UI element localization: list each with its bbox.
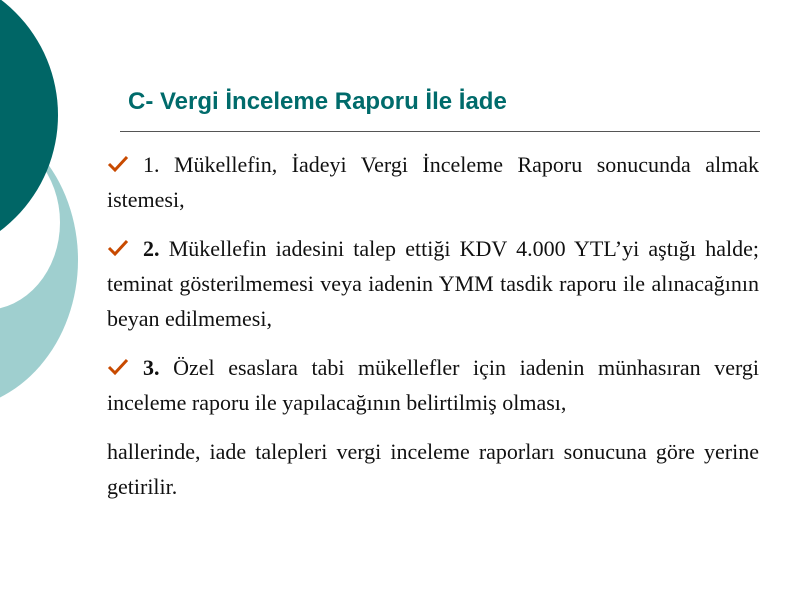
checkmark-icon	[107, 239, 135, 257]
list-item-text: Mükellefin iadesini talep ettiği KDV 4.000 YTL’yi aştığı halde; teminat gösterilmemesi veya iadenin YMM tasdik raporu ile alınacağının beyan edilmemesi,	[107, 236, 759, 331]
list-item-text: Mükellefin, İadeyi Vergi İnceleme Raporu sonucunda almak istemesi,	[107, 152, 759, 212]
title-divider	[120, 131, 760, 132]
checkmark-icon	[107, 155, 135, 173]
slide-title: C- Vergi İnceleme Raporu İle İade	[128, 88, 507, 115]
list-item-text: Özel esaslara tabi mükellefler için iadenin münhasıran vergi inceleme raporu ile yapılacağının belirtilmiş olması,	[107, 355, 760, 415]
list-item-number: 3.	[143, 355, 160, 380]
list-item-number: 1.	[143, 152, 160, 177]
list-item-2	[107, 231, 759, 336]
closing-text: hallerinde, iade talepleri vergi inceleme raporları sonucuna göre yerine getirilir.	[107, 439, 759, 499]
list-item-3	[107, 350, 759, 420]
list-item-number: 2.	[143, 236, 160, 261]
slide-content	[107, 147, 759, 518]
checkmark-icon	[107, 358, 135, 376]
list-item-1	[107, 147, 759, 217]
